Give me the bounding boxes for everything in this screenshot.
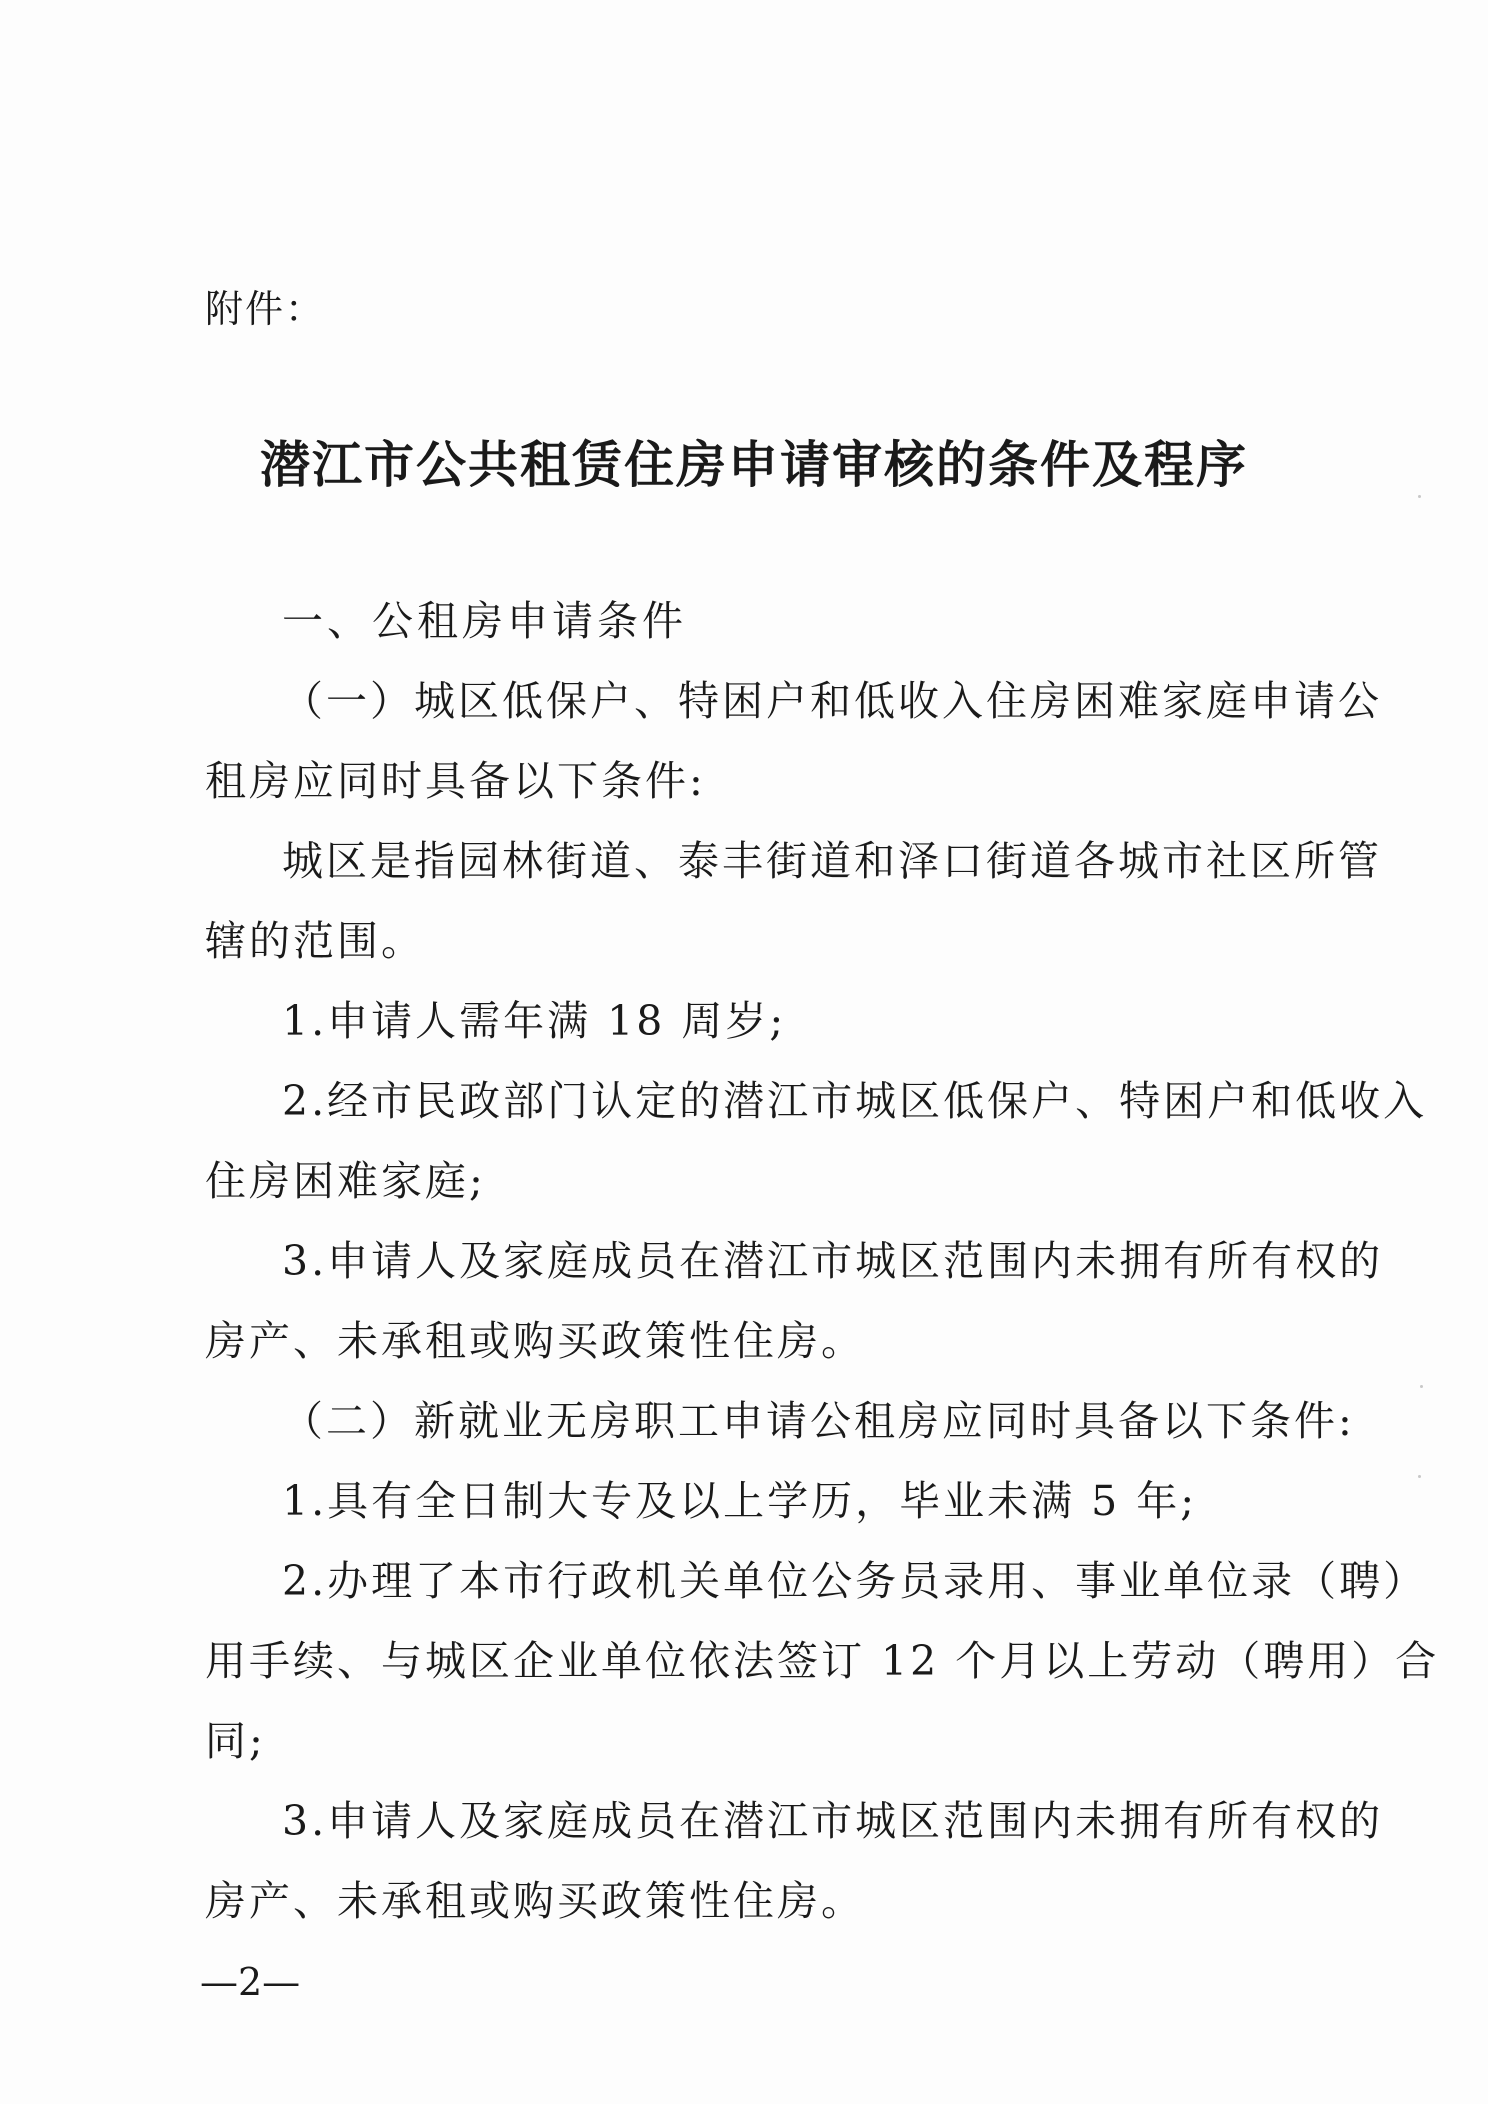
- paragraph-line: 3.申请人及家庭成员在潜江市城区范围内未拥有所有权的: [282, 1237, 1384, 1285]
- paragraph-line: 城区是指园林街道、泰丰街道和泽口街道各城市社区所管: [282, 837, 1382, 885]
- paragraph-line: 2.办理了本市行政机关单位公务员录用、事业单位录（聘）: [282, 1557, 1428, 1605]
- paragraph-line: 1.申请人需年满 18 周岁;: [282, 997, 787, 1045]
- section-heading: 一、公租房申请条件: [282, 597, 687, 645]
- paragraph-line: 2.经市民政部门认定的潜江市城区低保户、特困户和低收入: [282, 1077, 1428, 1125]
- paragraph-line: 租房应同时具备以下条件:: [205, 757, 706, 805]
- scan-speck: [1418, 1475, 1421, 1478]
- paragraph-line: 住房困难家庭;: [205, 1157, 486, 1205]
- paragraph-line: 辖的范围。: [205, 917, 425, 965]
- document-title: 潜江市公共租赁住房申请审核的条件及程序: [260, 436, 1248, 494]
- paragraph-line: （二）新就业无房职工申请公租房应同时具备以下条件:: [282, 1397, 1355, 1445]
- scan-speck: [1420, 1385, 1423, 1388]
- paragraph-line: 1.具有全日制大专及以上学历，毕业未满 5 年;: [282, 1477, 1198, 1525]
- scan-speck: [1418, 495, 1421, 498]
- page-number: —2—: [200, 1960, 301, 2004]
- paragraph-line: 3.申请人及家庭成员在潜江市城区范围内未拥有所有权的: [282, 1797, 1384, 1845]
- paragraph-line: （一）城区低保户、特困户和低收入住房困难家庭申请公: [282, 677, 1382, 725]
- attachment-label: 附件：: [205, 287, 326, 331]
- paragraph-line: 房产、未承租或购买政策性住房。: [205, 1877, 865, 1925]
- paragraph-line: 同;: [205, 1717, 266, 1765]
- paragraph-line: 房产、未承租或购买政策性住房。: [205, 1317, 865, 1365]
- paragraph-line: 用手续、与城区企业单位依法签订 12 个月以上劳动（聘用）合: [205, 1637, 1440, 1685]
